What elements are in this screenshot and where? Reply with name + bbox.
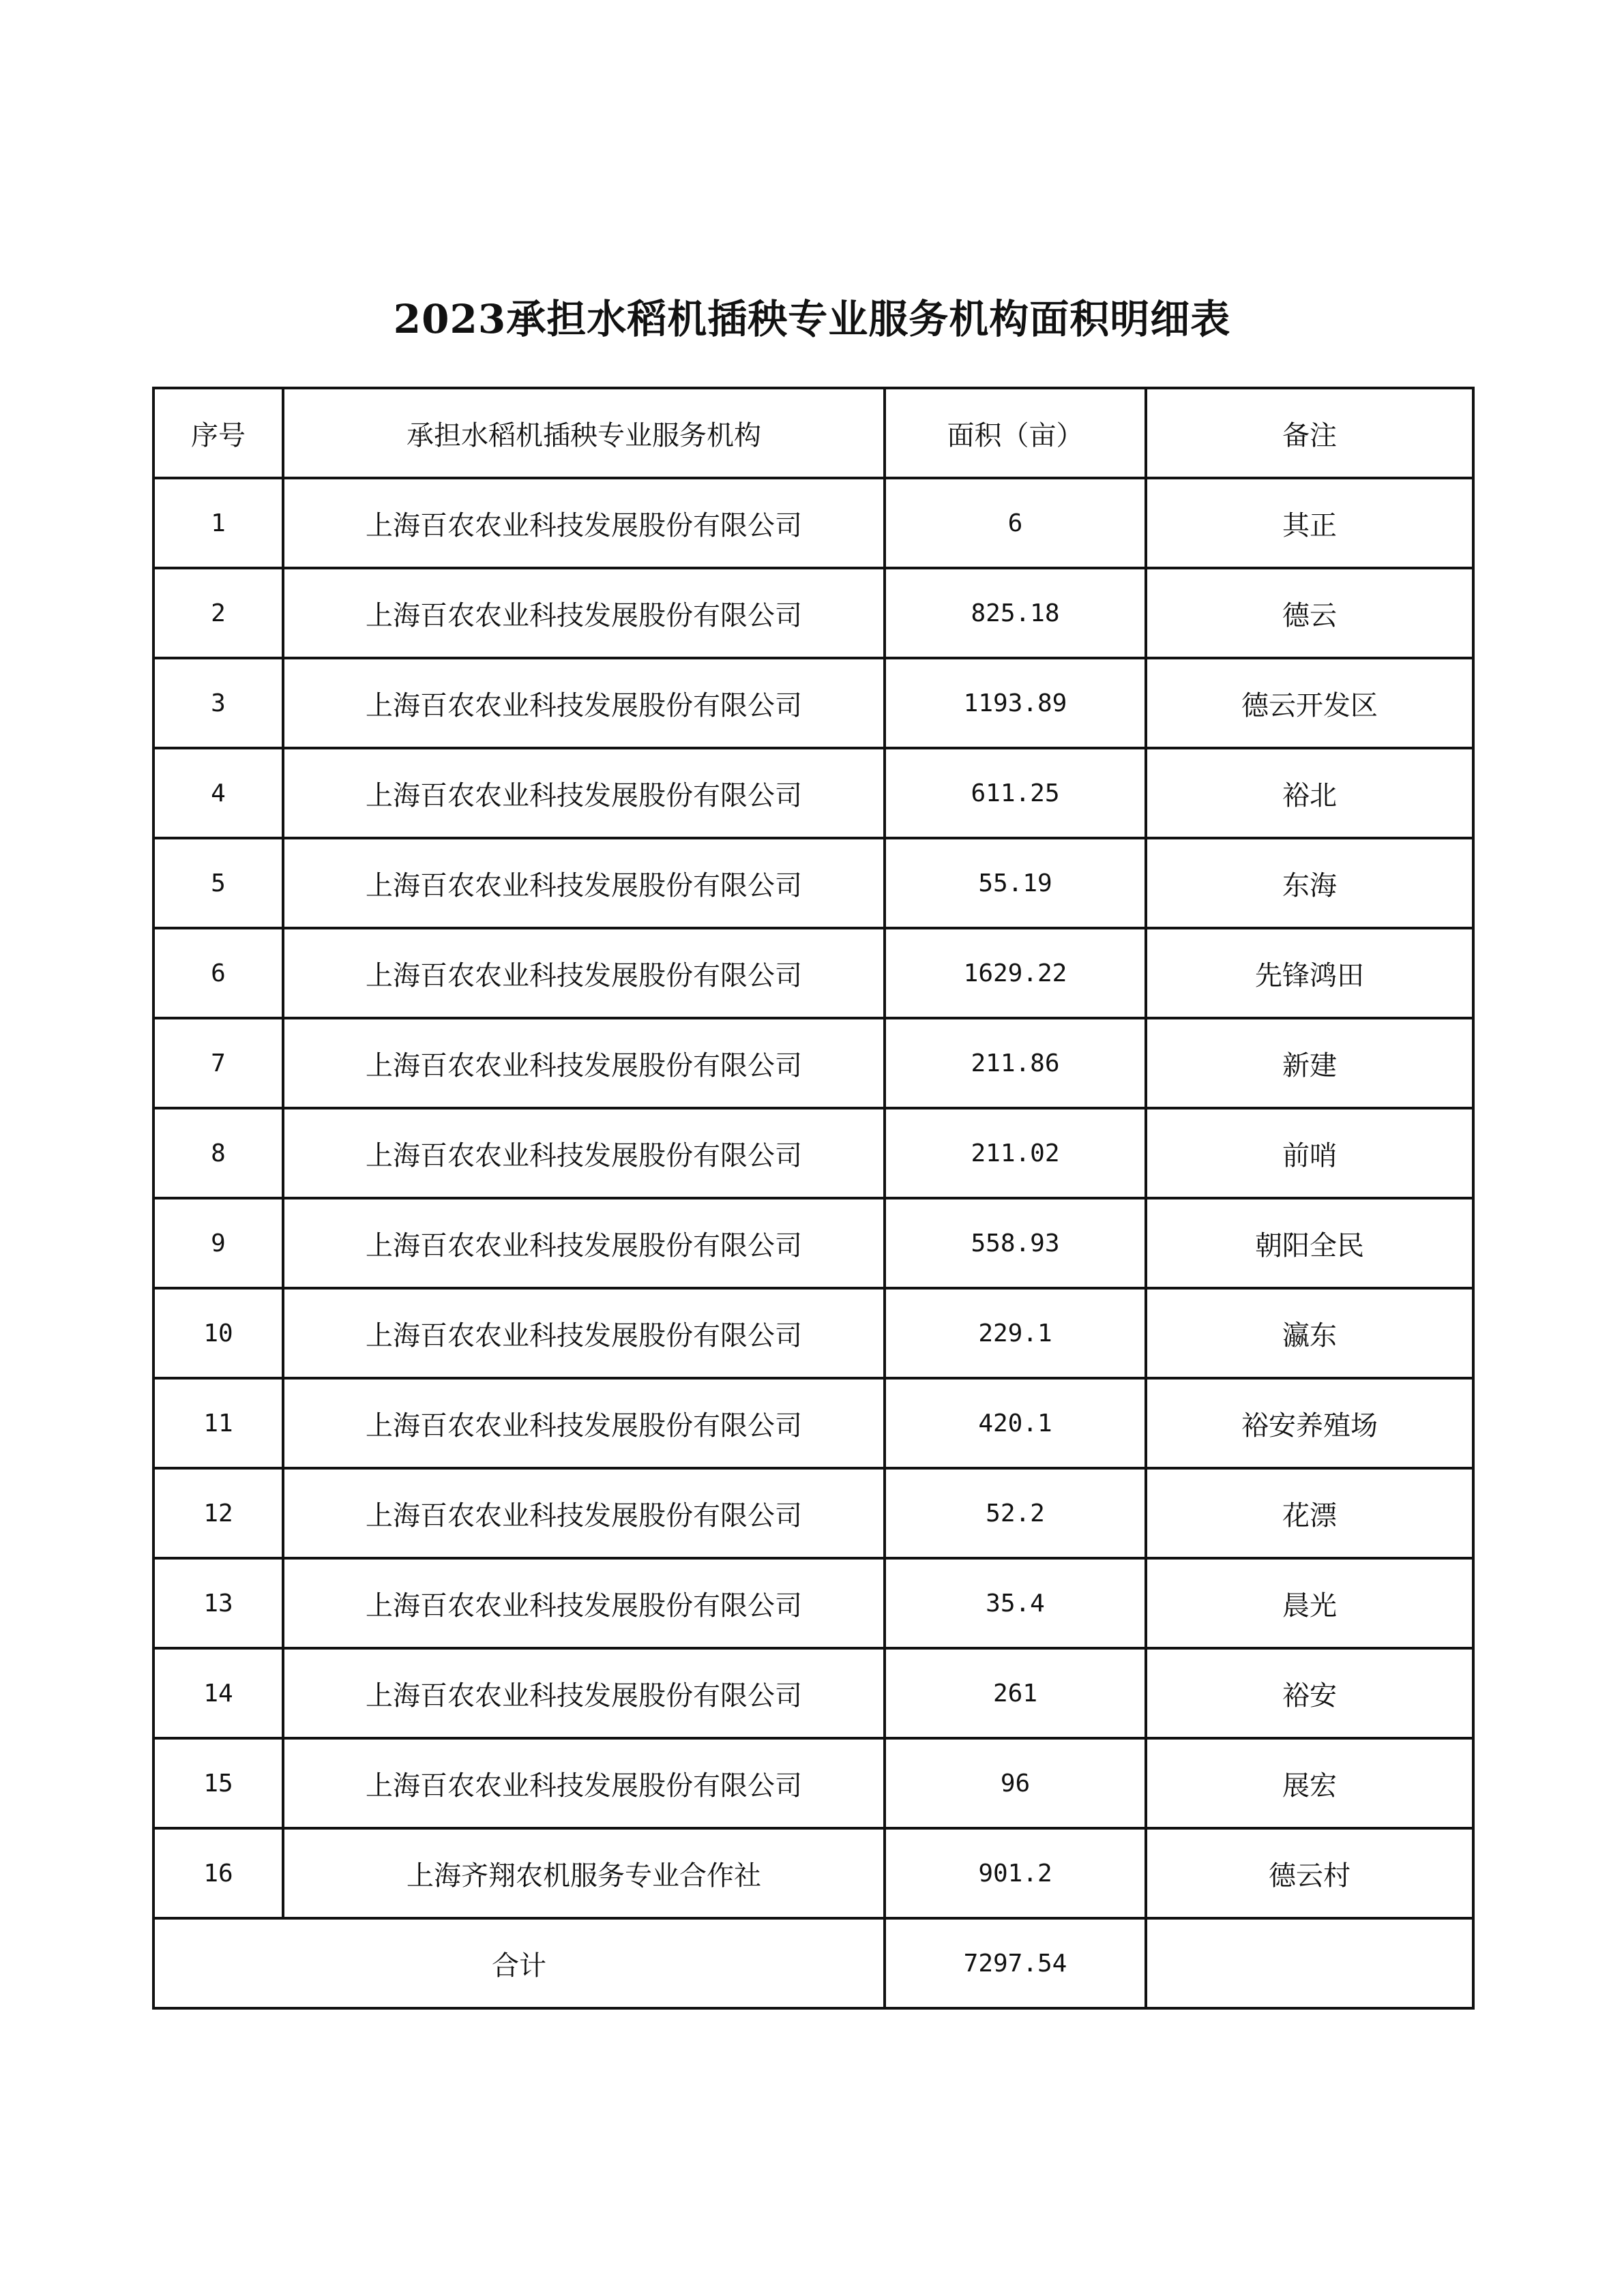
table-row [153, 568, 1473, 658]
cell-serial-number: 10 [153, 1288, 283, 1378]
cell-area: 52.2 [885, 1468, 1146, 1558]
cell-area: 901.2 [885, 1828, 1146, 1918]
cell-area: 1193.89 [885, 658, 1146, 748]
cell-remarks: 东海 [1146, 838, 1473, 928]
cell-area: 96 [885, 1738, 1146, 1828]
cell-area: 229.1 [885, 1288, 1146, 1378]
cell-remarks: 德云开发区 [1146, 658, 1473, 748]
cell-remarks: 先锋鸿田 [1146, 928, 1473, 1018]
table-row [153, 928, 1473, 1018]
header-remarks: 备注 [1146, 388, 1473, 478]
cell-remarks: 裕北 [1146, 748, 1473, 838]
cell-organization: 上海百农农业科技发展股份有限公司 [283, 658, 885, 748]
total-label: 合计 [153, 1918, 885, 2008]
cell-remarks: 朝阳全民 [1146, 1198, 1473, 1288]
cell-organization: 上海齐翔农机服务专业合作社 [283, 1828, 885, 1918]
cell-area: 611.25 [885, 748, 1146, 838]
cell-organization: 上海百农农业科技发展股份有限公司 [283, 838, 885, 928]
cell-remarks: 其正 [1146, 478, 1473, 568]
cell-serial-number: 16 [153, 1828, 283, 1918]
cell-serial-number: 2 [153, 568, 283, 658]
cell-remarks: 晨光 [1146, 1558, 1473, 1648]
cell-area: 35.4 [885, 1558, 1146, 1648]
cell-serial-number: 7 [153, 1018, 283, 1108]
cell-organization: 上海百农农业科技发展股份有限公司 [283, 1378, 885, 1468]
table-row [153, 1108, 1473, 1198]
table-row [153, 1288, 1473, 1378]
cell-serial-number: 13 [153, 1558, 283, 1648]
table-row [153, 838, 1473, 928]
cell-remarks: 瀛东 [1146, 1288, 1473, 1378]
cell-area: 211.02 [885, 1108, 1146, 1198]
page-title: 2023承担水稻机插秧专业服务机构面积明细表 [393, 296, 1231, 342]
cell-area: 55.19 [885, 838, 1146, 928]
total-remarks [1146, 1918, 1473, 2008]
total-area: 7297.54 [885, 1918, 1146, 2008]
cell-serial-number: 1 [153, 478, 283, 568]
table-row [153, 1378, 1473, 1468]
cell-organization: 上海百农农业科技发展股份有限公司 [283, 1648, 885, 1738]
cell-remarks: 前哨 [1146, 1108, 1473, 1198]
table-row [153, 1468, 1473, 1558]
cell-organization: 上海百农农业科技发展股份有限公司 [283, 1738, 885, 1828]
cell-organization: 上海百农农业科技发展股份有限公司 [283, 928, 885, 1018]
cell-remarks: 裕安 [1146, 1648, 1473, 1738]
cell-serial-number: 3 [153, 658, 283, 748]
table-row [153, 1198, 1473, 1288]
cell-remarks: 展宏 [1146, 1738, 1473, 1828]
cell-organization: 上海百农农业科技发展股份有限公司 [283, 1468, 885, 1558]
table-row [153, 1738, 1473, 1828]
cell-area: 261 [885, 1648, 1146, 1738]
table-row [153, 748, 1473, 838]
total-row [153, 1918, 1473, 2008]
cell-serial-number: 12 [153, 1468, 283, 1558]
cell-remarks: 裕安养殖场 [1146, 1378, 1473, 1468]
table-body [153, 478, 1473, 2008]
table-row [153, 1558, 1473, 1648]
header-organization: 承担水稻机插秧专业服务机构 [283, 388, 885, 478]
cell-remarks: 花漂 [1146, 1468, 1473, 1558]
cell-remarks: 德云 [1146, 568, 1473, 658]
cell-serial-number: 9 [153, 1198, 283, 1288]
cell-remarks: 新建 [1146, 1018, 1473, 1108]
cell-organization: 上海百农农业科技发展股份有限公司 [283, 1288, 885, 1378]
cell-organization: 上海百农农业科技发展股份有限公司 [283, 1558, 885, 1648]
cell-organization: 上海百农农业科技发展股份有限公司 [283, 1018, 885, 1108]
table-header-row [153, 388, 1473, 478]
table-row [153, 658, 1473, 748]
cell-serial-number: 11 [153, 1378, 283, 1468]
table-row [153, 1648, 1473, 1738]
cell-serial-number: 6 [153, 928, 283, 1018]
cell-area: 1629.22 [885, 928, 1146, 1018]
header-area: 面积（亩） [885, 388, 1146, 478]
cell-area: 211.86 [885, 1018, 1146, 1108]
cell-serial-number: 8 [153, 1108, 283, 1198]
area-detail-table [152, 387, 1475, 2010]
cell-area: 420.1 [885, 1378, 1146, 1468]
table-row [153, 1828, 1473, 1918]
table-row [153, 478, 1473, 568]
cell-organization: 上海百农农业科技发展股份有限公司 [283, 1198, 885, 1288]
cell-area: 6 [885, 478, 1146, 568]
cell-organization: 上海百农农业科技发展股份有限公司 [283, 568, 885, 658]
cell-serial-number: 15 [153, 1738, 283, 1828]
cell-area: 825.18 [885, 568, 1146, 658]
cell-area: 558.93 [885, 1198, 1146, 1288]
cell-organization: 上海百农农业科技发展股份有限公司 [283, 1108, 885, 1198]
header-serial-number: 序号 [153, 388, 283, 478]
cell-organization: 上海百农农业科技发展股份有限公司 [283, 748, 885, 838]
table-row [153, 1018, 1473, 1108]
cell-remarks: 德云村 [1146, 1828, 1473, 1918]
cell-serial-number: 5 [153, 838, 283, 928]
cell-organization: 上海百农农业科技发展股份有限公司 [283, 478, 885, 568]
cell-serial-number: 14 [153, 1648, 283, 1738]
cell-serial-number: 4 [153, 748, 283, 838]
